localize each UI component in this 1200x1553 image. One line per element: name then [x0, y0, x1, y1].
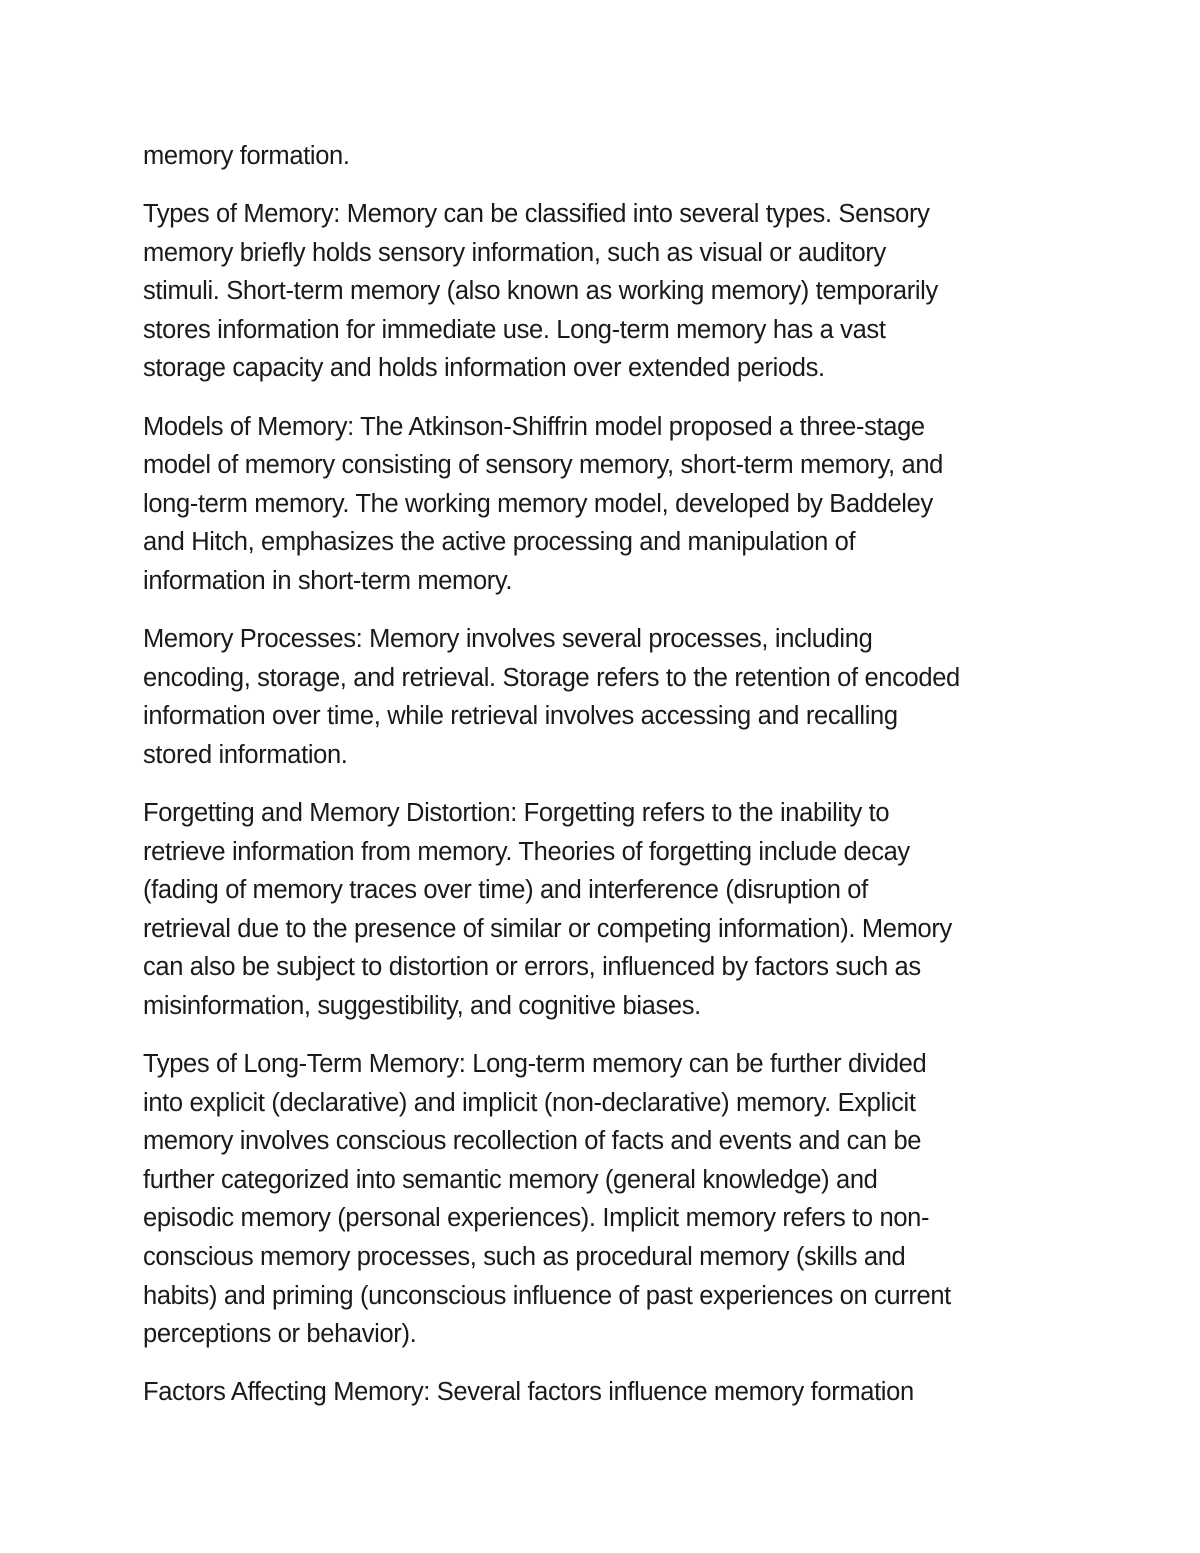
paragraph-memory-processes	[143, 620, 1060, 774]
text-line: conscious memory processes, such as procedural memory (skills and	[143, 1242, 906, 1271]
text-line: Factors Affecting Memory: Several factors influence memory formation	[143, 1378, 914, 1407]
paragraph-continuation	[143, 137, 1060, 176]
paragraph-factors-affecting-memory	[143, 1373, 1060, 1412]
text-line: retrieve information from memory. Theories of forgetting include decay	[143, 837, 910, 866]
text-line: Types of Memory: Memory can be classified into several types. Sensory	[143, 200, 930, 229]
text-line: long-term memory. The working memory model, developed by Baddeley	[143, 489, 933, 518]
text-line: into explicit (declarative) and implicit (non-declarative) memory. Explicit	[143, 1088, 916, 1117]
text-line: information over time, while retrieval involves accessing and recalling	[143, 702, 898, 731]
text-line: Models of Memory: The Atkinson-Shiffrin model proposed a three-stage	[143, 412, 925, 441]
text-line: and Hitch, emphasizes the active processing and manipulation of	[143, 528, 856, 557]
text-line: (fading of memory traces over time) and interference (disruption of	[143, 876, 868, 905]
text-line: stimuli. Short-term memory (also known as working memory) temporarily	[143, 277, 938, 306]
text-line: Types of Long-Term Memory: Long-term memory can be further divided	[143, 1049, 927, 1078]
text-line: memory involves conscious recollection of facts and events and can be	[143, 1127, 922, 1156]
paragraph-forgetting	[143, 794, 1060, 1026]
text-line: memory formation.	[143, 142, 350, 170]
text-line: episodic memory (personal experiences). Implicit memory refers to non-	[143, 1204, 930, 1233]
text-line: encoding, storage, and retrieval. Storage refers to the retention of encoded	[143, 663, 960, 692]
text-line: perceptions or behavior).	[143, 1320, 417, 1349]
text-line: Forgetting and Memory Distortion: Forgetting refers to the inability to	[143, 798, 890, 827]
text-line: Memory Processes: Memory involves several processes, including	[143, 625, 873, 654]
text-line: information in short-term memory.	[143, 566, 513, 595]
paragraph-models-of-memory	[143, 408, 1060, 601]
text-line: storage capacity and holds information over extended periods.	[143, 354, 825, 383]
text-line: retrieval due to the presence of similar or competing information). Memory	[143, 914, 952, 943]
text-line: can also be subject to distortion or errors, influenced by factors such as	[143, 953, 921, 982]
text-line: misinformation, suggestibility, and cognitive biases.	[143, 991, 701, 1020]
text-line: stores information for immediate use. Long-term memory has a vast	[143, 315, 886, 344]
paragraph-types-of-memory	[143, 195, 1060, 388]
paragraph-long-term-memory	[143, 1045, 1060, 1354]
text-line: memory briefly holds sensory information, such as visual or auditory	[143, 238, 886, 267]
text-line: habits) and priming (unconscious influence of past experiences on current	[143, 1281, 951, 1310]
text-line: model of memory consisting of sensory memory, short-term memory, and	[143, 451, 944, 480]
text-line: stored information.	[143, 740, 348, 769]
text-line: further categorized into semantic memory (general knowledge) and	[143, 1165, 878, 1194]
